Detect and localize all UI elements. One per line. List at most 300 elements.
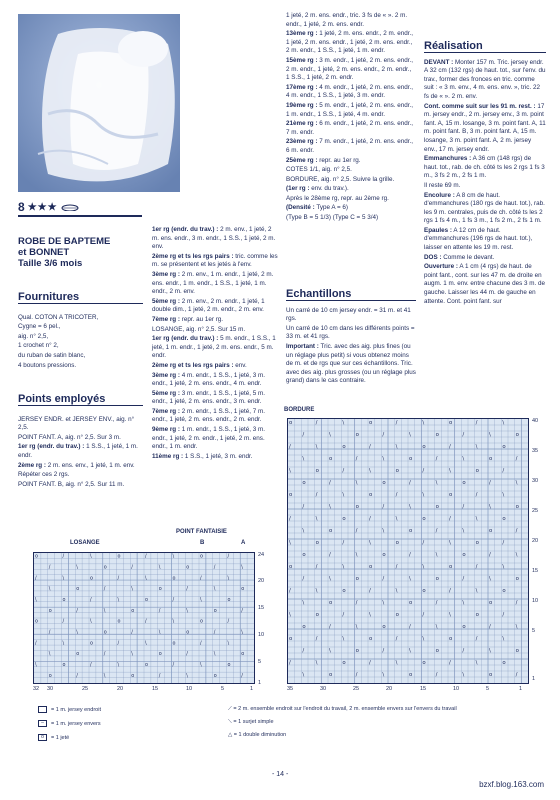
stitch-symbol: / [145,553,147,560]
col3-line: 23ème rg : 7 m. endr., 1 jeté, 2 m. ens. endr., 6 m. endr. [286,138,414,154]
stitch-symbol: \ [515,480,518,487]
stitch-symbol: \ [227,575,230,582]
stitch-symbol: \ [90,618,92,625]
stitch-symbol: / [90,661,92,668]
echantillons-line: Un carré de 10 cm dans les différents points = 33 m. et 41 rgs. [286,324,415,341]
col2-line: 1er rg (endr. du trav.) : 5 m. endr., 1 S.S., 1 jeté, 1 m. endr., 1 jeté, 2 m. ens. endr., 5 m. endr. [152,335,276,360]
stitch-symbol: / [342,540,345,547]
stitch-symbol: \ [369,468,371,475]
stitch-symbol: o [355,576,359,583]
stitch-symbol: o [342,444,346,451]
stitch-symbol: o [241,586,245,593]
stitch-symbol: / [462,432,465,439]
stitch-symbol: \ [409,504,411,511]
stitch-symbol: o [369,420,373,427]
x-tick-label: 25 [353,686,360,692]
col2-line: 5ème rg : 3 m. endr., 1 S.S., 1 jeté, 5 m. endr., 1 jeté, 2 m. ens. endr., 3 m. endr. [152,389,266,406]
fournitures-line: Qual. COTON A TRICOTER, [18,313,99,321]
stitch-symbol: / [103,586,106,593]
stitch-symbol: o [435,504,439,511]
stitch-symbol: o [382,624,386,631]
points-heading: Points employés [18,395,143,406]
bordure-label: BORDURE [284,407,315,413]
fournitures-line: 1 crochet n° 2, [18,342,59,350]
points-line: POINT FANT. B, aig. n° 2,5. Sur 11 m. [18,480,125,488]
stitch-symbol: \ [172,553,175,560]
stitch-symbol: / [462,648,465,655]
stitch-symbol: / [289,516,291,523]
yarn-ball-icon [61,203,79,211]
stitch-symbol: \ [329,504,331,511]
y-tick-label: 20 [258,578,265,584]
stitch-symbol: \ [103,607,106,614]
legend-right: ⟋ = 2 m. ensemble endroit sur l'endroit du travail, 2 m. ensemble envers sur l'envers du travail ⟍ = 1 surjet simple △ = 1 double diminution [228,706,457,738]
stitch-symbol: / [90,596,92,603]
stitch-symbol: \ [395,516,398,523]
chart-label-b: B [200,540,205,546]
stitch-symbol: o [355,432,359,439]
stitch-symbol: / [48,564,51,571]
col3-line: (Densité : Type A = 6) [286,204,349,212]
stitch-symbol: o [409,600,413,607]
echantillons-section [286,290,416,387]
stitch-symbol: / [117,640,120,647]
stitch-symbol: o [489,528,493,535]
stitch-symbol: / [103,651,106,658]
points-section [18,395,143,490]
k2tog-icon: ⟋ [228,706,234,712]
bordure-stitch-chart [287,418,529,684]
stitch-symbol: / [369,516,371,523]
stitch-symbol: / [35,640,37,647]
stitch-symbol: \ [315,588,318,595]
stitch-symbol: o [131,672,135,679]
stitch-symbol: o [382,480,386,487]
stitch-symbol: \ [435,480,438,487]
stitch-symbol: \ [489,648,491,655]
stitch-symbol: o [227,661,231,668]
col2-line: 1er rg (endr. du trav.) : 2 m. env., 1 jeté, 2 m. ens. endr., 3 m. endr., 1 S.S., 1 jeté, 2 m. env. [152,226,276,251]
stitch-symbol: o [289,636,293,643]
fournitures-line: du ruban de satin blanc, [18,351,86,359]
col3-line: 17ème rg : 4 m. endr., 1 jeté, 2 m. ens. endr., 4 m. endr., 1 S.S., 1 jeté, 3 m. endr. [286,83,414,100]
stitch-symbol: \ [227,640,230,647]
stitch-symbol: \ [342,636,345,643]
yarn-over-icon: o [38,734,47,741]
stitch-symbol: \ [48,651,51,658]
instructions-column-3 [286,12,416,224]
left-stitch-chart [33,552,255,684]
stitch-symbol: o [475,612,479,619]
x-tick-label: 1 [519,686,523,692]
stitch-symbol: / [435,456,438,463]
stitch-symbol: \ [103,672,106,679]
stitch-symbol: \ [289,468,291,475]
col2-line: 7ème rg : 2 m. endr., 1 S.S., 1 jeté, 7 m. endr., 1 jeté, 2 m. ens. endr., 2 m. endr. [152,407,266,424]
realisation-line: Ouverture : A 1 cm (4 rgs) de haut. de point fant., cont. sur les 47 m. de droite en augm. 1 m. env. entre chacune des 3 m. de gauche. Laisser les 44 m. de gauche en attente. Cont. point fant. sur [424,263,545,305]
stitch-symbol: / [76,672,78,679]
stitch-symbol: \ [449,540,451,547]
stitch-symbol: \ [302,528,305,535]
stitch-symbol: \ [369,612,371,619]
stitch-symbol: \ [329,576,331,583]
stitch-symbol: o [289,420,293,427]
stitch-symbol: o [355,648,359,655]
col3-line: 1 jeté, 2 m. ens. endr., tric. 3 fs de « ». 2 m. endr., 1 jeté, 2 m. ens. endr. [286,12,408,28]
stitch-symbol: / [76,607,78,614]
stitch-symbol: / [475,492,478,499]
stitch-symbol: \ [315,660,318,667]
stitch-symbol: / [35,575,37,582]
stitch-symbol: o [172,575,176,582]
stitch-symbol: / [355,672,358,679]
stitch-symbol: / [515,600,518,607]
col3-line: 25ème rg : repr. au 1er rg. [286,156,361,164]
stitch-symbol: \ [145,640,147,647]
stitch-symbol: / [395,564,398,571]
stitch-symbol: \ [435,624,438,631]
points-line: JERSEY ENDR. et JERSEY ENV., aig. n° 2,5. [18,415,135,432]
stitch-symbol: o [515,648,519,655]
stitch-symbol: o [131,607,135,614]
stitch-symbol: o [409,528,413,535]
points-line: POINT FANT. A, aig. n° 2,5. Sur 3 m. [18,433,121,441]
stitch-symbol: \ [355,552,358,559]
stitch-symbol: / [395,420,398,427]
stitch-symbol: / [489,552,491,559]
stitch-symbol: o [241,651,245,658]
stitch-symbol: \ [200,596,202,603]
stitch-symbol: \ [186,672,188,679]
col2-line: 3ème rg : 2 m. env., 1 m. endr., 1 jeté, 2 m. ens. endr., 1 m. endr., 1 S.S., 1 jeté, 1 m. endr., 2 m. env. [152,270,274,296]
stitch-symbol: / [186,586,188,593]
stitch-symbol: o [315,468,319,475]
y-tick-label: 5 [532,628,536,634]
col2-line: 5ème rg : 2 m. env., 2 m. endr., 1 jeté, 1 double dim., 1 jeté, 2 m. endr., 2 m. env. [152,297,265,314]
stitch-symbol: \ [158,564,161,571]
stitch-symbol: o [329,456,333,463]
stitch-symbol: o [515,432,519,439]
stitch-symbol: / [117,575,120,582]
stitch-symbol: / [48,629,51,636]
stitch-symbol: \ [302,456,305,463]
stitch-symbol: o [342,588,346,595]
stitch-symbol: \ [342,564,345,571]
stitch-symbol: o [462,624,466,631]
ssk-icon: ⟍ [228,719,234,725]
stitch-symbol: / [435,528,438,535]
stitch-symbol: o [315,540,319,547]
x-tick-label: 30 [320,686,327,692]
stitch-symbol: o [62,661,66,668]
stitch-symbol: / [158,607,161,614]
stitch-symbol: o [422,588,426,595]
stitch-symbol: / [315,564,318,571]
stitch-symbol: \ [462,672,465,679]
stitch-symbol: / [145,618,147,625]
stitch-symbol: o [103,629,107,636]
stitch-symbol: \ [502,564,505,571]
stitch-symbol: o [117,553,121,560]
stitch-symbol: / [435,672,438,679]
stitch-symbol: / [200,640,202,647]
stitch-symbol: o [62,596,66,603]
stitch-symbol: \ [489,576,491,583]
stitch-symbol: \ [186,607,188,614]
y-tick-label: 15 [258,605,265,611]
stitch-symbol: o [103,564,107,571]
stitch-symbol: / [475,420,478,427]
col3-line: 21ème rg : 6 m. endr., 1 jeté, 2 m. ens. endr., 7 m. endr. [286,120,414,136]
stitch-symbol: \ [35,596,37,603]
stitch-symbol: / [315,492,318,499]
stitch-symbol: o [90,575,94,582]
x-tick-label: 30 [47,686,54,692]
x-tick-label: 10 [186,686,193,692]
stitch-symbol: \ [289,540,291,547]
page-number: - 14 - [272,771,289,778]
y-tick-label: 1 [258,680,262,686]
stitch-symbol: \ [158,629,161,636]
stitch-symbol: o [395,612,399,619]
x-tick-label: 20 [386,686,393,692]
stitch-symbol: \ [502,492,505,499]
col2-line: 2ème rg et ts les rgs pairs : tric. comme les m. se présentent et les jetés à l'env. [152,252,278,269]
stitch-symbol: \ [342,420,345,427]
stitch-symbol: / [342,468,345,475]
stitch-symbol: o [435,432,439,439]
stitch-symbol: \ [435,552,438,559]
realisation-line: Il reste 69 m. [424,181,461,189]
x-tick-label: 25 [82,686,89,692]
col2-line: 9ème rg : 1 m. endr., 1 S.S., 1 jeté, 3 m. endr., 1 jeté, 2 m. endr., 1 jeté, 2 m. ens. endr., 1 m. endr. [152,426,266,451]
y-tick-label: 40 [532,418,539,424]
stitch-symbol: / [435,600,438,607]
stitch-symbol: \ [131,651,133,658]
stitch-symbol: / [409,480,411,487]
stitch-symbol: \ [502,636,505,643]
stitch-symbol: \ [422,492,425,499]
stitch-symbol: / [241,607,243,614]
stitch-symbol: \ [117,596,120,603]
fournitures-section [18,293,143,371]
stitch-symbol: o [158,586,162,593]
stitch-symbol: \ [342,492,345,499]
stitch-symbol: \ [489,432,491,439]
stitch-symbol: \ [76,564,78,571]
stitch-symbol: o [489,600,493,607]
stitch-symbol: / [186,651,188,658]
stitch-symbol: o [76,651,80,658]
stitch-symbol: o [213,672,217,679]
stitch-symbol: o [502,516,506,523]
stitch-symbol: o [382,552,386,559]
stitch-symbol: / [489,480,491,487]
stitch-symbol: / [369,444,371,451]
product-photo [18,14,180,192]
stitch-symbol: / [502,612,505,619]
losange-label: LOSANGE [70,540,100,546]
stitch-symbol: \ [315,516,318,523]
stitch-symbol: / [462,504,465,511]
stitch-symbol: o [289,564,293,571]
difficulty-header [18,200,79,214]
fournitures-line: aig. n° 2,5, [18,332,49,340]
stitch-symbol: o [90,640,94,647]
stitch-symbol: / [172,596,175,603]
stitch-symbol: o [355,504,359,511]
stitch-symbol: o [369,564,373,571]
stitch-symbol: o [302,624,306,631]
stitch-symbol: \ [422,636,425,643]
stitch-symbol: / [409,624,411,631]
stitch-symbol: o [186,629,190,636]
stitch-symbol: o [213,607,217,614]
stitch-symbol: o [462,552,466,559]
stitch-symbol: o [395,468,399,475]
stitch-symbol: / [241,672,243,679]
stitch-symbol: / [289,588,291,595]
stitch-symbol: o [342,516,346,523]
stitch-symbol: o [145,596,149,603]
stitch-symbol: \ [76,629,78,636]
stitch-symbol: o [186,564,190,571]
stitch-symbol: o [475,468,479,475]
stitch-symbol: o [422,516,426,523]
stitch-symbol: / [395,492,398,499]
pattern-title: ROBE DE BAPTEME et BONNET Taille 3/6 mois [18,236,111,269]
stitch-symbol: \ [382,600,385,607]
stitch-symbol: / [449,444,451,451]
x-tick-label: 5 [221,686,225,692]
stitch-symbol: / [369,660,371,667]
points-line: 1er rg (endr. du trav.) : 1 S.S., 1 jeté, 1 m. endr. [18,443,138,459]
stitch-symbol: \ [395,588,398,595]
stitch-symbol: o [369,492,373,499]
stitch-symbol: o [329,672,333,679]
stitch-symbol: / [329,624,331,631]
stitch-symbol: o [409,456,413,463]
stitch-symbol: / [315,420,318,427]
stitch-symbol: \ [475,660,478,667]
fournitures-line: 4 boutons pressions. [18,361,77,369]
stitch-symbol: \ [172,618,175,625]
stitch-symbol: / [302,576,305,583]
stitch-symbol: / [502,468,505,475]
stitch-symbol: \ [131,586,133,593]
echantillons-line: Important : Tric. avec des aig. plus fines (ou un réglage plus petit) si vous obtenez moins de m. et de rgs que sur ces échantillons. Tric. avec des aig. plus grosses (ou un réglage plus grand) dans le cas contraire. [286,342,416,385]
stitch-symbol: o [395,540,399,547]
fournitures-heading: Fournitures [18,293,143,304]
stitch-symbol: \ [422,564,425,571]
stitch-symbol: o [422,444,426,451]
y-tick-label: 5 [258,659,262,665]
stitch-symbol: \ [355,480,358,487]
y-tick-label: 30 [532,478,539,484]
stitch-symbol: / [329,480,331,487]
stitch-symbol: \ [302,672,305,679]
stitch-symbol: / [382,576,385,583]
stitch-symbol: \ [449,612,451,619]
point-fantaisie-label: POINT FANTAISIE [176,529,227,535]
stitch-symbol: \ [409,432,411,439]
stitch-symbol: \ [409,648,411,655]
x-tick-label: 15 [420,686,427,692]
y-tick-label: 25 [532,508,539,514]
y-tick-label: 10 [532,598,539,604]
stitch-symbol: \ [382,672,385,679]
stitch-symbol: o [35,553,39,560]
realisation-line: DEVANT : Monter 157 m. Tric. jersey endr. A 32 cm (132 rgs) de haut. tot., sur l'env. du trav., former des fronces en tric. comme suit : « 3 m. env., 4 m. ens. env. », tric. 22 fs de « ». 2 m. env. [424,58,546,100]
col3-line: 13ème rg : 1 jeté, 2 m. ens. endr., 2 m. endr., 1 jeté, 2 m. ens. endr., 1 jeté, 2 m. ens. endr., 2 m. endr., 1 S.S., 1 jeté, 1 m. endr. [286,30,414,55]
stitch-symbol: \ [302,600,305,607]
stitch-symbol: \ [395,444,398,451]
stitch-symbol: / [289,660,291,667]
difficulty-stars: ★★★ [27,201,58,213]
fournitures-line: Cygne = 6 pel., [18,323,61,331]
echantillons-line: Un carré de 10 cm jersey endr. = 31 m. et 41 rgs. [286,306,411,323]
stitch-symbol: / [449,660,451,667]
stitch-symbol: o [435,576,439,583]
stitch-symbol: \ [355,624,358,631]
stitch-symbol: o [449,420,453,427]
purl-square-icon: – [38,720,47,727]
stitch-symbol: \ [145,575,147,582]
stitch-symbol: o [515,576,519,583]
stitch-symbol: o [227,596,231,603]
stitch-symbol: o [76,586,80,593]
stitch-symbol: / [409,552,411,559]
stitch-symbol: \ [35,661,37,668]
stitch-symbol: \ [329,432,331,439]
stitch-symbol: \ [409,576,411,583]
col3-line: 15ème rg : 3 m. endr., 1 jeté, 2 m. ens. endr., 2 m. endr., 1 jeté, 2 m. ens. endr., 2 m. endr., 1 S.S., 1 jeté, 2 m. endr. [286,56,414,82]
stitch-symbol: o [200,618,204,625]
stitch-symbol: o [369,636,373,643]
stitch-symbol: o [515,504,519,511]
col3-line: 19ème rg : 5 m. endr., 1 jeté, 2 m. ens. endr., 1 m. endr., 1 S.S., 1 jeté, 4 m. endr. [286,101,414,118]
x-tick-label: 1 [250,686,254,692]
stitch-symbol: / [227,618,230,625]
stitch-symbol: / [200,575,202,582]
stitch-symbol: / [289,444,291,451]
stitch-symbol: \ [200,661,202,668]
stitch-symbol: o [449,636,453,643]
realisation-line: Epaules : A 12 cm de haut. d'emmanchures (196 rgs de haut. tot.), laisser en attente les 19 m. rest. [424,226,533,252]
stitch-symbol: o [48,672,52,679]
x-tick-label: 20 [117,686,124,692]
stitch-symbol: o [422,660,426,667]
stitch-symbol: / [302,504,305,511]
stitch-symbol: \ [90,553,92,560]
stitch-symbol: \ [489,504,491,511]
stitch-symbol: \ [241,564,243,571]
watermark: bzxf.blog.163.com [479,780,544,789]
stitch-symbol: / [342,612,345,619]
realisation-heading: Réalisation [424,42,546,53]
stitch-symbol: \ [62,575,65,582]
stitch-symbol: \ [382,528,385,535]
stitch-symbol: o [329,600,333,607]
stitch-symbol: o [435,648,439,655]
stitch-symbol: / [462,576,465,583]
stitch-symbol: \ [502,420,505,427]
header-rule [18,215,142,217]
col3-line: (1er rg : env. du trav.). [286,185,349,193]
stitch-symbol: \ [369,540,371,547]
stitch-symbol: \ [213,586,216,593]
stitch-symbol: / [422,540,425,547]
